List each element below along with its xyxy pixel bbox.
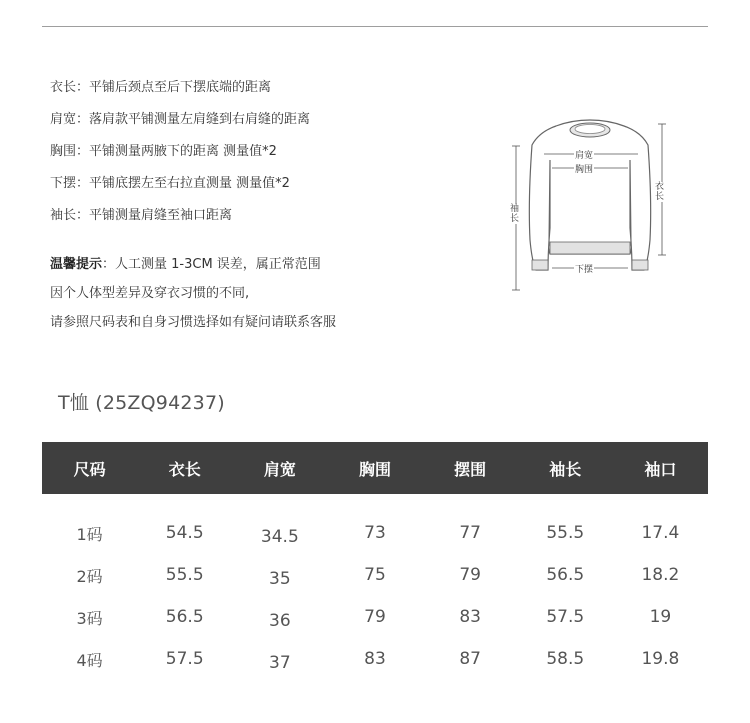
length-label: 衣长 — [655, 182, 665, 202]
note-shoulder: 肩宽：落肩款平铺测量左肩缝到右肩缝的距离 — [50, 112, 311, 127]
cell-length: 56.5 — [165, 607, 204, 627]
tip-line-3: 请参照尺码表和自身习惯选择如有疑问请联系客服 — [50, 315, 337, 330]
header-chest: 胸围 — [358, 459, 391, 479]
cell-length: 54.5 — [165, 523, 204, 543]
cell-size: 4码 — [76, 650, 103, 670]
table-row — [42, 554, 708, 596]
cell-length: 57.5 — [165, 649, 204, 669]
cell-hem: 87 — [459, 649, 481, 669]
top-divider — [42, 26, 708, 27]
chest-label: 胸围 — [574, 162, 594, 175]
note-length: 衣长：平铺后颈点至后下摆底端的距离 — [50, 80, 272, 95]
header-hem: 摆围 — [454, 459, 487, 479]
cell-hem: 77 — [459, 523, 481, 543]
measurement-notes — [50, 78, 310, 238]
hem-label: 下摆 — [574, 262, 594, 275]
cell-length: 55.5 — [165, 565, 204, 585]
cell-size: 1码 — [76, 524, 103, 544]
cell-shoulder: 37 — [269, 653, 291, 673]
cell-size: 2码 — [76, 566, 103, 586]
cell-chest: 75 — [364, 565, 386, 585]
shoulder-label: 肩宽 — [574, 148, 594, 161]
cell-shoulder: 34.5 — [260, 527, 299, 547]
cell-cuff: 19.8 — [641, 649, 680, 669]
header-size: 尺码 — [73, 459, 106, 479]
tips-block — [50, 255, 336, 342]
tip-line-1 — [50, 255, 336, 284]
header-length: 衣长 — [168, 459, 201, 479]
cell-sleeve: 57.5 — [546, 607, 585, 627]
header-cuff: 袖口 — [644, 459, 677, 479]
size-table — [42, 442, 708, 680]
cell-chest: 73 — [364, 523, 386, 543]
table-row — [42, 512, 708, 554]
tip-label: 温馨提示 — [50, 257, 103, 272]
cell-chest: 83 — [364, 649, 386, 669]
table-header — [42, 442, 708, 494]
cell-chest: 79 — [364, 607, 386, 627]
tip-line-2: 因个人体型差异及穿衣习惯的不同, — [50, 286, 250, 301]
cell-size: 3码 — [76, 608, 103, 628]
note-sleeve: 袖长：平铺测量肩缝至袖口距离 — [50, 208, 233, 223]
product-title: T恤 (25ZQ94237) — [58, 392, 225, 414]
cell-hem: 83 — [459, 607, 481, 627]
sleeve-label: 袖长 — [510, 204, 520, 224]
header-shoulder: 肩宽 — [263, 459, 296, 479]
header-sleeve: 袖长 — [549, 459, 582, 479]
cell-sleeve: 55.5 — [546, 523, 585, 543]
cell-cuff: 18.2 — [641, 565, 680, 585]
table-body — [42, 512, 708, 680]
cell-cuff: 17.4 — [641, 523, 680, 543]
tip-text-1: ：人工测量 1-3CM 误差，属正常范围 — [102, 257, 321, 272]
cell-sleeve: 58.5 — [546, 649, 585, 669]
sweater-diagram — [504, 110, 674, 300]
cell-shoulder: 36 — [269, 611, 291, 631]
cell-cuff: 19 — [649, 607, 672, 627]
note-chest: 胸围：平铺测量两腋下的距离 测量值*2 — [50, 144, 277, 159]
table-row — [42, 638, 708, 680]
note-hem: 下摆：平铺底摆左至右拉直测量 测量值*2 — [50, 176, 290, 191]
cell-shoulder: 35 — [269, 569, 291, 589]
cell-sleeve: 56.5 — [546, 565, 585, 585]
cell-hem: 79 — [459, 565, 481, 585]
table-row — [42, 596, 708, 638]
